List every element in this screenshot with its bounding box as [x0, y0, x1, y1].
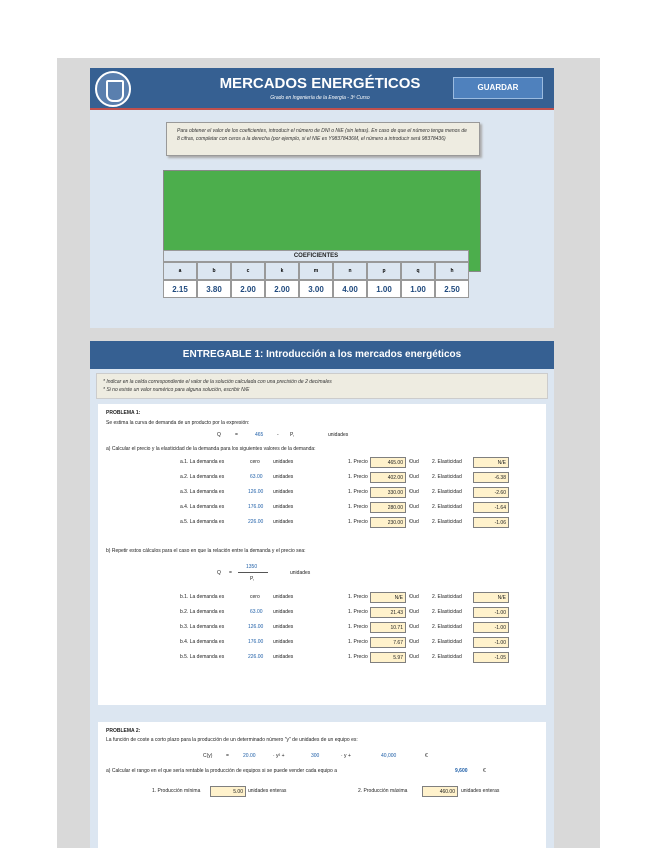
- row-a5-precio-label: 1. Precio: [348, 519, 368, 525]
- row-b5-elast-label: 2. Elasticidad: [432, 654, 462, 660]
- cost-eq-b: 300: [311, 753, 320, 759]
- row-b1-elast-label: 2. Elasticidad: [432, 594, 462, 600]
- row-b1-precio-input[interactable]: N/E: [370, 592, 406, 603]
- row-a2-precio-input[interactable]: 402.00: [370, 472, 406, 483]
- row-b5-label: b.5. La demanda es: [180, 654, 225, 660]
- row-a4-elast-input[interactable]: -1.64: [473, 502, 509, 513]
- note-ne: * Si no existe un valor numérico para alguna solución, escribir N/E: [103, 387, 250, 393]
- row-a4-demand: 176.00: [248, 504, 264, 510]
- coef-header-k: k: [265, 262, 299, 280]
- row-a2-precio-label: 1. Precio: [348, 474, 368, 480]
- coef-value-p: 1.00: [367, 280, 401, 298]
- row-a3-precio-unit: €/ud: [409, 489, 419, 495]
- row-a1-label: a.1. La demanda es: [180, 459, 225, 465]
- row-b2-units: unidades: [273, 609, 294, 615]
- cost-eq-a: 20.00: [243, 753, 256, 759]
- row-a5-precio-input[interactable]: 230.00: [370, 517, 406, 528]
- university-logo-icon: [95, 71, 131, 107]
- problema-1: [98, 404, 546, 705]
- eq-equals: =: [235, 432, 238, 438]
- coefficients-title: COEFICIENTES: [163, 250, 469, 262]
- row-b1-demand: cero: [250, 594, 260, 600]
- row-b1-precio-unit: €/ud: [409, 594, 419, 600]
- row-a4-elast-label: 2. Elasticidad: [432, 504, 462, 510]
- coefficients-values-row: [163, 280, 469, 298]
- row-b4-precio-input[interactable]: 7.67: [370, 637, 406, 648]
- row-a1-elast-label: 2. Elasticidad: [432, 459, 462, 465]
- problema-1-title: PROBLEMA 1:: [106, 410, 141, 416]
- row-b2-elast-input[interactable]: -1.00: [473, 607, 509, 618]
- row-b4-units: unidades: [273, 639, 294, 645]
- cost-eq-equals: =: [226, 753, 229, 759]
- row-a1-precio-label: 1. Precio: [348, 459, 368, 465]
- note-precision: * Indicar en la celda correspondiente el valor de la solución calculada con una precisión de 2 decimales: [103, 379, 332, 385]
- coef-value-a: 2.15: [163, 280, 197, 298]
- row-b2-precio-input[interactable]: 21.43: [370, 607, 406, 618]
- row-b5-precio-input[interactable]: 5.97: [370, 652, 406, 663]
- coef-value-q: 1.00: [401, 280, 435, 298]
- row-a3-precio-label: 1. Precio: [348, 489, 368, 495]
- cost-eq-y2: · y² +: [273, 753, 285, 759]
- row-a4-precio-unit: €/ud: [409, 504, 419, 510]
- min-production-label: 1. Producción mínima: [152, 788, 201, 794]
- row-b5-precio-unit: €/ud: [409, 654, 419, 660]
- row-b1-precio-label: 1. Precio: [348, 594, 368, 600]
- eq-units: unidades: [328, 432, 349, 438]
- row-b4-label: b.4. La demanda es: [180, 639, 225, 645]
- coef-value-k: 2.00: [265, 280, 299, 298]
- notes-box: [96, 373, 548, 399]
- row-b5-elast-input[interactable]: -1.05: [473, 652, 509, 663]
- row-a5-elast-input[interactable]: -1.06: [473, 517, 509, 528]
- fraction-line: [238, 572, 268, 573]
- cost-eq-c: C(y): [203, 753, 213, 759]
- coef-value-b: 3.80: [197, 280, 231, 298]
- min-production-units: unidades enteras: [248, 788, 287, 794]
- row-b3-label: b.3. La demanda es: [180, 624, 225, 630]
- eq-minus: -: [277, 432, 279, 438]
- coef-value-n: 4.00: [333, 280, 367, 298]
- row-b5-precio-label: 1. Precio: [348, 654, 368, 660]
- eq-b-equals: =: [229, 570, 232, 576]
- row-a4-units: unidades: [273, 504, 294, 510]
- entregable-panel: [90, 341, 554, 848]
- max-production-input[interactable]: 460.00: [422, 786, 458, 797]
- save-button[interactable]: GUARDAR: [453, 77, 543, 99]
- problema-2-intro: La función de coste a corto plazo para la producción de un determinado número "y" de unidades de un equipo es:: [106, 737, 358, 743]
- row-b3-precio-input[interactable]: 10.71: [370, 622, 406, 633]
- coef-header-c: c: [231, 262, 265, 280]
- coef-value-h: 2.50: [435, 280, 469, 298]
- coef-header-a: a: [163, 262, 197, 280]
- row-b2-precio-label: 1. Precio: [348, 609, 368, 615]
- row-a3-elast-input[interactable]: -2.60: [473, 487, 509, 498]
- cost-eq-y: · y +: [341, 753, 351, 759]
- row-a4-precio-input[interactable]: 280.00: [370, 502, 406, 513]
- max-production-units: unidades enteras: [461, 788, 500, 794]
- row-b4-elast-label: 2. Elasticidad: [432, 639, 462, 645]
- selling-price: 9,600: [455, 768, 468, 774]
- row-b4-precio-unit: €/ud: [409, 639, 419, 645]
- row-b1-label: b.1. La demanda es: [180, 594, 225, 600]
- row-b2-demand: 63.00: [250, 609, 263, 615]
- problema-2-part-a: a) Calcular el rango en el que sería rentable la producción de equipos si se puede vender cada equipo a: [106, 768, 337, 774]
- row-a3-units: unidades: [273, 489, 294, 495]
- row-a2-demand: 63.00: [250, 474, 263, 480]
- min-production-input[interactable]: 5.00: [210, 786, 246, 797]
- selling-price-unit: €: [483, 768, 486, 774]
- row-b3-demand: 126.00: [248, 624, 264, 630]
- eq-b-numerator: 1350: [246, 564, 258, 570]
- cost-eq-constant: 40,000: [381, 753, 397, 759]
- row-b1-units: unidades: [273, 594, 294, 600]
- row-a1-precio-unit: €/ud: [409, 459, 419, 465]
- row-a4-precio-label: 1. Precio: [348, 504, 368, 510]
- problema-2: [98, 722, 546, 848]
- row-b3-precio-unit: €/ud: [409, 624, 419, 630]
- row-a1-demand: cero: [250, 459, 260, 465]
- row-b2-label: b.2. La demanda es: [180, 609, 225, 615]
- coef-header-b: b: [197, 262, 231, 280]
- row-b3-elast-label: 2. Elasticidad: [432, 624, 462, 630]
- eq-p: P,: [290, 432, 295, 438]
- row-a3-elast-label: 2. Elasticidad: [432, 489, 462, 495]
- row-a3-label: a.3. La demanda es: [180, 489, 225, 495]
- eq-b-q: Q: [217, 570, 221, 576]
- row-a2-label: a.2. La demanda es: [180, 474, 225, 480]
- row-b4-demand: 176.00: [248, 639, 264, 645]
- row-a5-demand: 226.00: [248, 519, 264, 525]
- row-b3-precio-label: 1. Precio: [348, 624, 368, 630]
- row-b5-units: unidades: [273, 654, 294, 660]
- row-a2-units: unidades: [273, 474, 294, 480]
- page-subtitle: Grado en Ingeniería de la Energía - 3º Curso: [270, 95, 370, 101]
- coef-value-m: 3.00: [299, 280, 333, 298]
- row-a2-elast-input[interactable]: -6.38: [473, 472, 509, 483]
- row-a3-demand: 126.00: [248, 489, 264, 495]
- row-b3-units: unidades: [273, 624, 294, 630]
- header-bar: [90, 68, 554, 110]
- page-title: MERCADOS ENERGÉTICOS: [219, 75, 421, 92]
- row-a1-precio-input[interactable]: 465.00: [370, 457, 406, 468]
- coef-header-h: h: [435, 262, 469, 280]
- row-a5-label: a.5. La demanda es: [180, 519, 225, 525]
- problema-1-intro: Se estima la curva de demanda de un producto por la expresión:: [106, 420, 250, 426]
- coefficients-table: [163, 250, 469, 298]
- entregable-title: ENTREGABLE 1: Introducción a los mercados energéticos: [90, 341, 554, 369]
- row-b5-demand: 226.00: [248, 654, 264, 660]
- part-a-text: a) Calcular el precio y la elasticidad de la demanda para los siguientes valores de la demanda:: [106, 446, 316, 452]
- row-a1-elast-input[interactable]: N/E: [473, 457, 509, 468]
- max-production-label: 2. Producción máxima: [358, 788, 408, 794]
- cost-eq-unit: €: [425, 753, 428, 759]
- row-a5-elast-label: 2. Elasticidad: [432, 519, 462, 525]
- top-panel: [90, 68, 554, 328]
- coef-header-n: n: [333, 262, 367, 280]
- coef-header-p: p: [367, 262, 401, 280]
- row-a3-precio-input[interactable]: 330.00: [370, 487, 406, 498]
- coef-header-q: q: [401, 262, 435, 280]
- part-b-text: b) Repetir estos cálculos para el caso en que la relación entre la demanda y el precio sea:: [106, 548, 306, 554]
- row-b1-elast-input[interactable]: N/E: [473, 592, 509, 603]
- row-b2-elast-label: 2. Elasticidad: [432, 609, 462, 615]
- instructions-box: Para obtener el valor de los coeficientes, introducir el número de DNI o NIE (sin letras). En caso de que el número tenga menos de 8 cifras, completar con ceros a la derecha (por ejemplo, si el NIE es Y98378436M, el número a introducir será 98378436): [166, 122, 480, 156]
- coef-header-m: m: [299, 262, 333, 280]
- row-a2-elast-label: 2. Elasticidad: [432, 474, 462, 480]
- problema-2-title: PROBLEMA 2:: [106, 728, 141, 734]
- row-a5-precio-unit: €/ud: [409, 519, 419, 525]
- coefficients-header-row: [163, 262, 469, 280]
- row-b4-precio-label: 1. Precio: [348, 639, 368, 645]
- eq-q: Q: [217, 432, 221, 438]
- row-a1-units: unidades: [273, 459, 294, 465]
- eq-b-denominator: P,: [250, 576, 255, 582]
- row-b2-precio-unit: €/ud: [409, 609, 419, 615]
- eq-intercept: 465: [255, 432, 264, 438]
- row-b3-elast-input[interactable]: -1.00: [473, 622, 509, 633]
- eq-b-units: unidades: [290, 570, 311, 576]
- row-b4-elast-input[interactable]: -1.00: [473, 637, 509, 648]
- coef-value-c: 2.00: [231, 280, 265, 298]
- row-a4-label: a.4. La demanda es: [180, 504, 225, 510]
- row-a5-units: unidades: [273, 519, 294, 525]
- row-a2-precio-unit: €/ud: [409, 474, 419, 480]
